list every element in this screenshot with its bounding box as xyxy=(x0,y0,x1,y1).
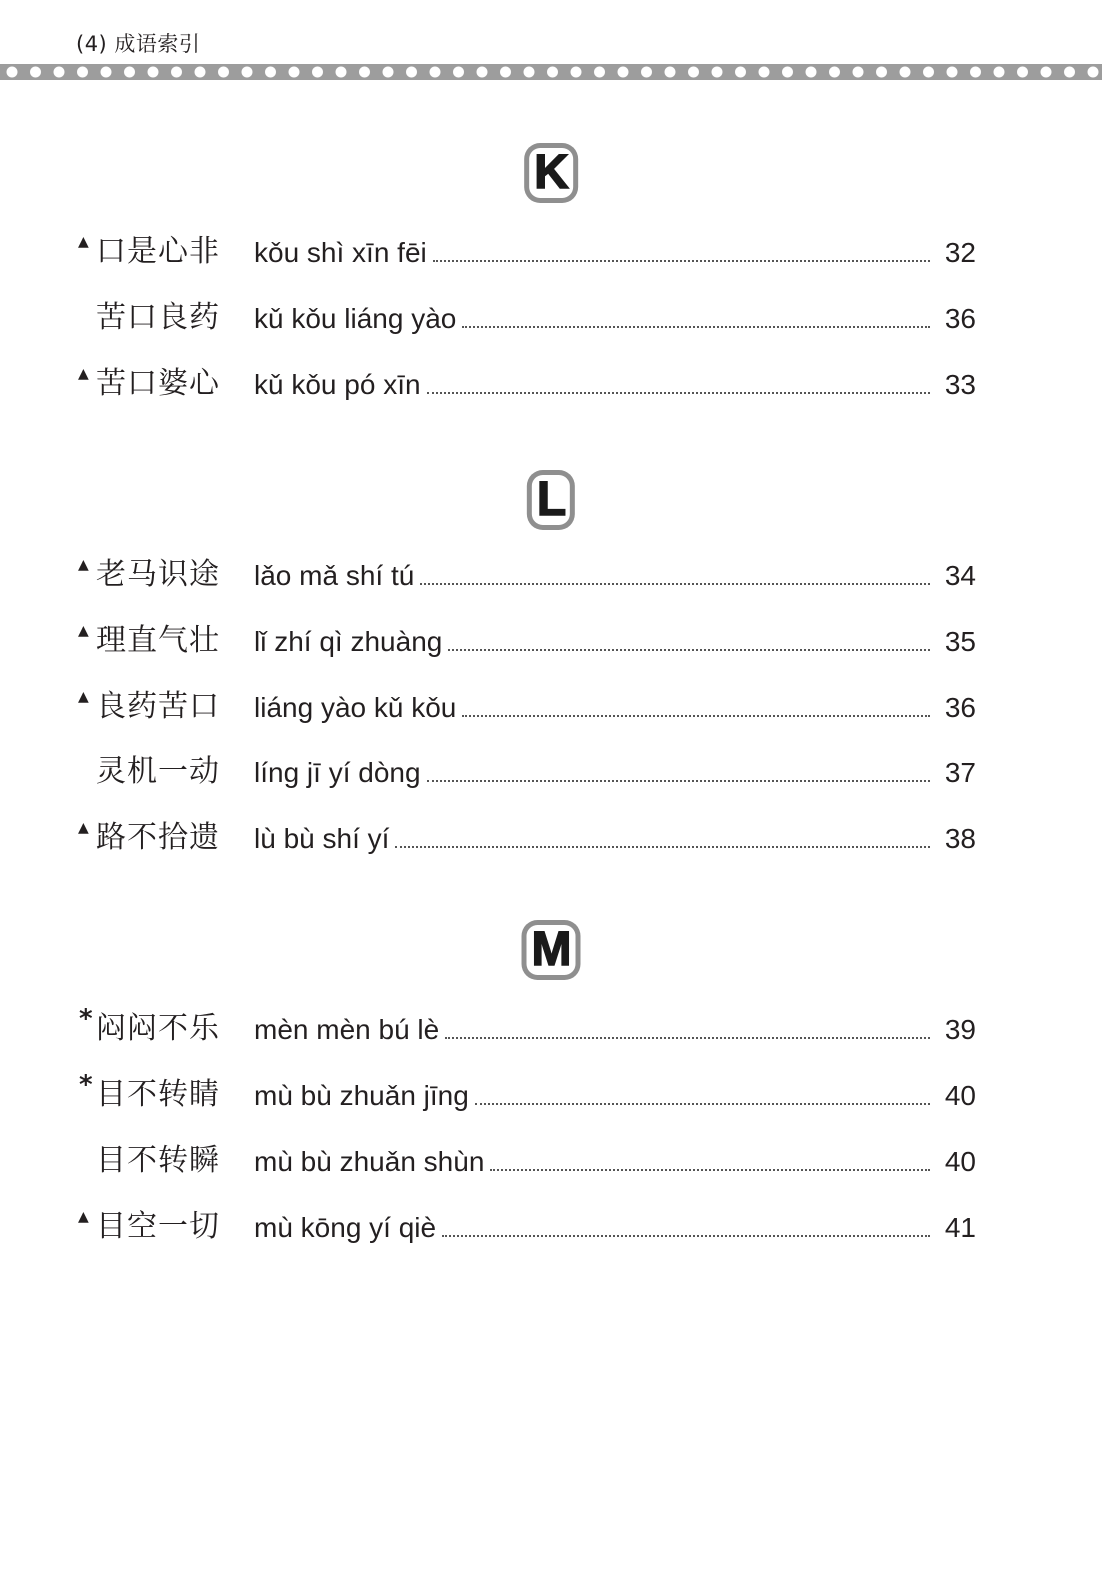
dot-leader xyxy=(427,392,930,394)
idiom: 目空一切 xyxy=(96,1209,220,1244)
pinyin: kǔ kǒu liáng yào xyxy=(254,303,457,334)
idiom: 目不转睛 xyxy=(96,1077,220,1112)
dot-leader xyxy=(427,780,930,782)
page-number: 35 xyxy=(944,626,976,657)
pinyin: kǒu shì xīn fēi xyxy=(254,237,427,268)
dot-leader xyxy=(448,649,930,651)
idiom: 路不拾遗 xyxy=(96,820,220,855)
page-number: 36 xyxy=(944,303,976,334)
page-number: 40 xyxy=(944,1146,976,1177)
no-marker xyxy=(76,1141,96,1161)
pinyin: mù bù zhuǎn jīng xyxy=(254,1080,469,1111)
index-entry xyxy=(76,818,976,858)
idiom: 口是心非 xyxy=(96,234,220,269)
index-entry xyxy=(76,1070,976,1115)
dot-leader xyxy=(490,1169,930,1171)
letter-badge-m xyxy=(522,920,581,980)
idiom: 良药苦口 xyxy=(96,689,220,724)
page-number: 33 xyxy=(944,369,976,400)
page-number: 38 xyxy=(944,823,976,854)
index-entry xyxy=(76,555,976,595)
letter-k: K xyxy=(534,146,568,199)
page-number: 34 xyxy=(944,560,976,591)
triangle-marker-icon: ▲ xyxy=(78,234,89,250)
no-marker xyxy=(76,298,96,318)
pinyin: mèn mèn bú lè xyxy=(254,1014,440,1045)
dot-leader xyxy=(433,260,930,262)
triangle-marker-icon: ▲ xyxy=(78,623,89,639)
triangle-marker-icon: ▲ xyxy=(78,557,89,573)
index-entry xyxy=(76,364,976,404)
index-entry xyxy=(76,687,976,727)
idiom: 目不转瞬 xyxy=(96,1143,220,1178)
pinyin: lǎo mǎ shí tú xyxy=(254,560,415,591)
idiom: 理直气壮 xyxy=(96,623,220,658)
pinyin: lù bù shí yí xyxy=(254,823,390,854)
pinyin: mù bù zhuǎn shùn xyxy=(254,1146,485,1177)
index-entry xyxy=(76,1141,976,1181)
letter-l: L xyxy=(536,473,566,526)
pinyin: lǐ zhí qì zhuàng xyxy=(254,626,443,657)
asterisk-marker-icon: * xyxy=(79,1004,93,1034)
letter-badge-l xyxy=(527,470,575,530)
dot-leader xyxy=(475,1103,930,1105)
pinyin: liáng yào kǔ kǒu xyxy=(254,692,457,723)
idiom: 苦口良药 xyxy=(96,300,220,335)
triangle-marker-icon: ▲ xyxy=(78,689,89,705)
dot-leader xyxy=(420,583,930,585)
page-number: 36 xyxy=(944,692,976,723)
dot-leader xyxy=(462,326,930,328)
page-number: 41 xyxy=(944,1212,976,1243)
pinyin: mù kōng yí qiè xyxy=(254,1212,437,1243)
page-number: 32 xyxy=(944,237,976,268)
index-entry xyxy=(76,232,976,272)
dotted-band-divider xyxy=(0,64,1102,80)
page-number: 37 xyxy=(944,757,976,788)
index-entry xyxy=(76,1207,976,1247)
index-entry xyxy=(76,621,976,661)
asterisk-marker-icon: * xyxy=(79,1070,93,1100)
triangle-marker-icon: ▲ xyxy=(78,1209,89,1225)
page-number: 40 xyxy=(944,1080,976,1111)
pinyin: kǔ kǒu pó xīn xyxy=(254,369,421,400)
dot-leader xyxy=(442,1235,930,1237)
no-marker xyxy=(76,752,96,772)
idiom: 老马识途 xyxy=(96,557,220,592)
triangle-marker-icon: ▲ xyxy=(78,820,89,836)
triangle-marker-icon: ▲ xyxy=(78,366,89,382)
idiom: 闷闷不乐 xyxy=(96,1011,220,1046)
pinyin: líng jī yí dòng xyxy=(254,757,421,788)
dot-leader xyxy=(395,846,930,848)
letter-badge-k xyxy=(524,143,578,203)
index-entry xyxy=(76,298,976,338)
letter-m: M xyxy=(531,923,571,976)
dot-leader xyxy=(462,715,930,717)
index-entry xyxy=(76,1004,976,1049)
header-title: (4) 成语索引 xyxy=(76,32,201,56)
page-number: 39 xyxy=(944,1014,976,1045)
idiom: 苦口婆心 xyxy=(96,366,220,401)
index-entry xyxy=(76,752,976,792)
idiom: 灵机一动 xyxy=(96,754,220,789)
dot-leader xyxy=(445,1037,930,1039)
